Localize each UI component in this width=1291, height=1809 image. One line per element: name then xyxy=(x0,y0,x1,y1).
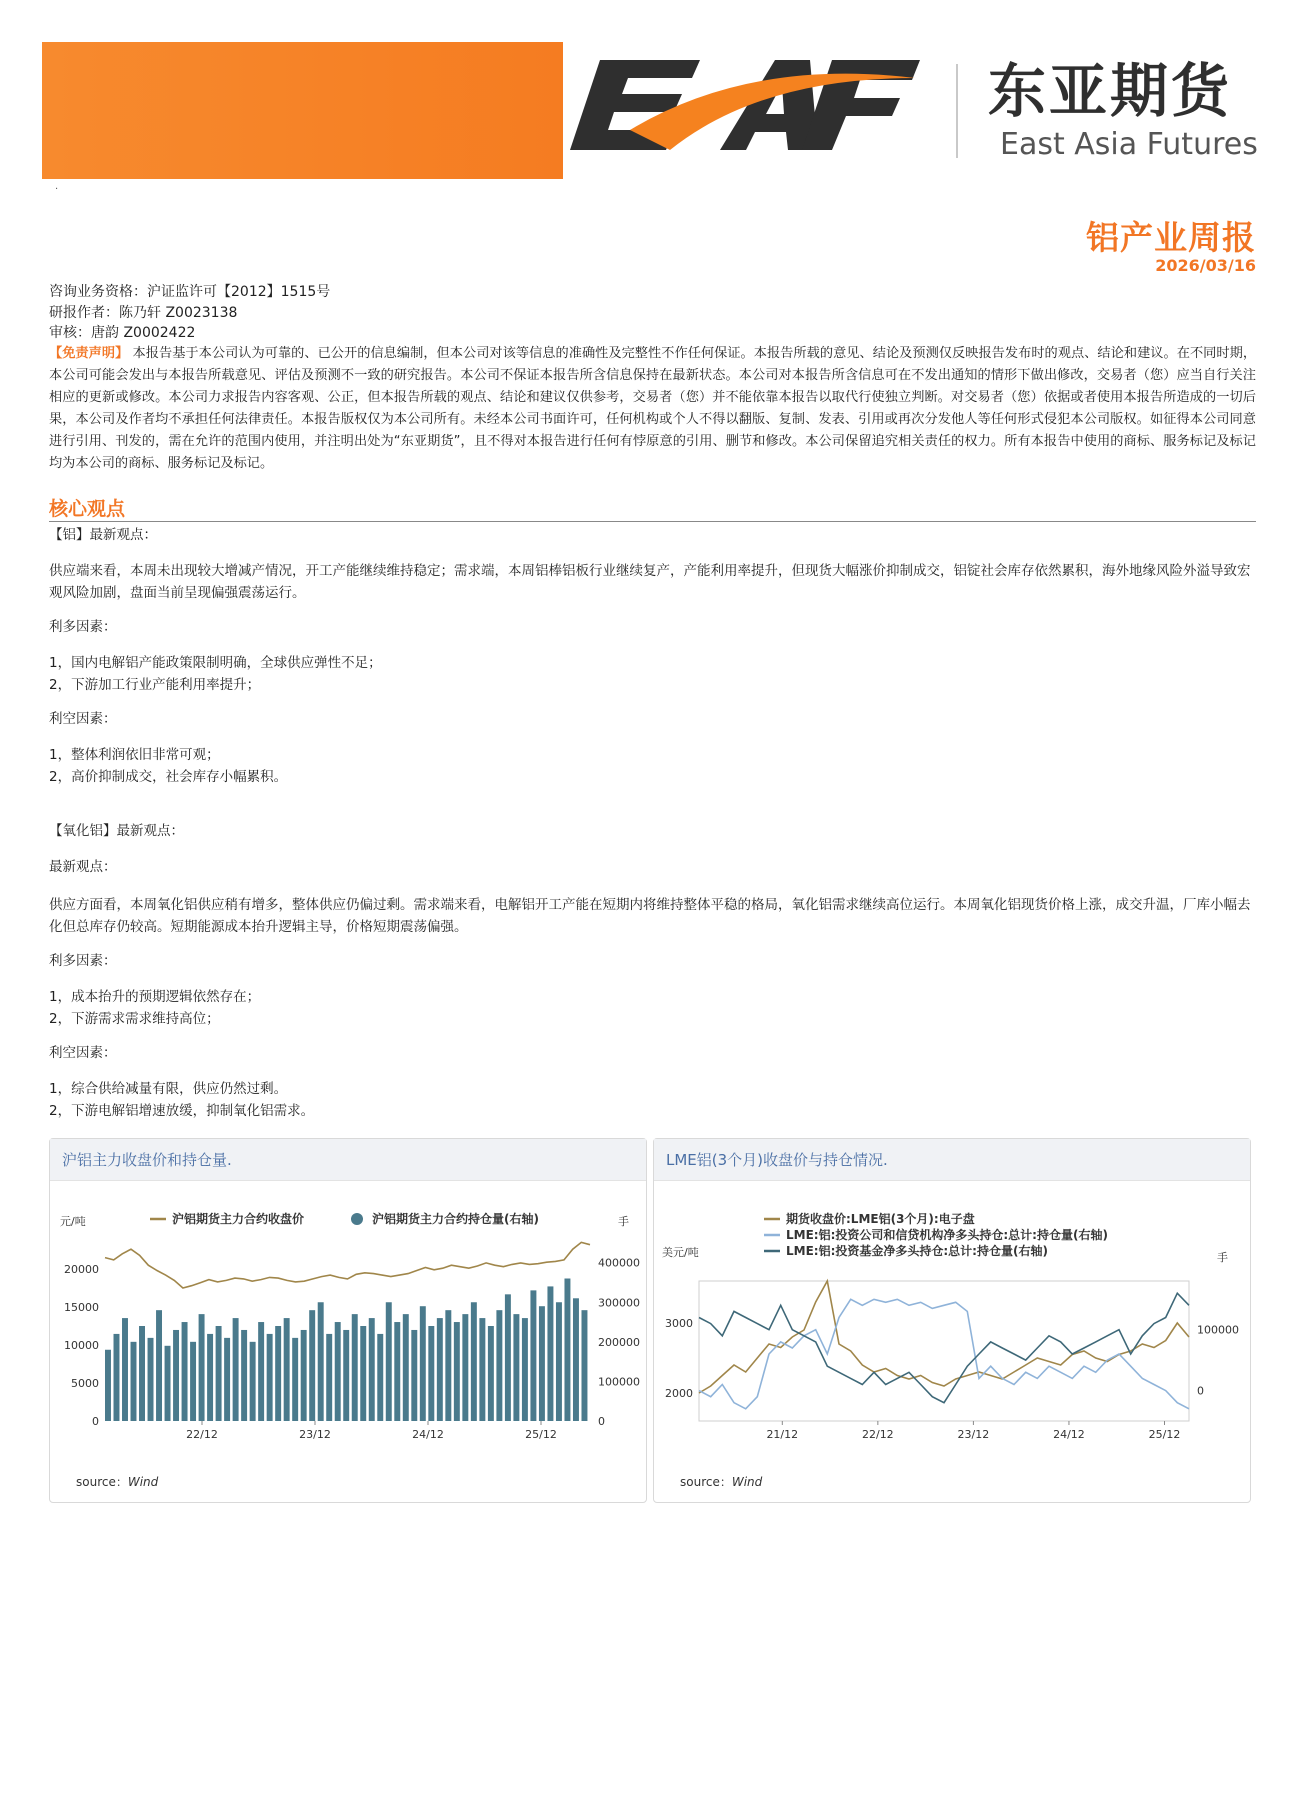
oi-bar xyxy=(369,1318,375,1421)
oi-bar xyxy=(437,1318,443,1421)
lme-price-positions-chart xyxy=(654,1181,1250,1461)
oi-bar xyxy=(530,1290,536,1421)
y-tick-right: 100000 xyxy=(598,1375,640,1389)
x-tick-label: 21/12 xyxy=(766,1428,799,1441)
oi-bar xyxy=(403,1314,409,1421)
license-info: 咨询业务资格：沪证监许可【2012】1515号 xyxy=(49,284,331,300)
y-tick-right: 400000 xyxy=(598,1256,640,1270)
report-title: 铝产业周报 xyxy=(1086,218,1256,257)
legend-entry: 期货收盘价:LME铝(3个月):电子盘 xyxy=(786,1212,975,1226)
oi-bar xyxy=(420,1306,426,1421)
ao-subheading: 最新观点： xyxy=(49,859,117,875)
oi-bar xyxy=(207,1334,213,1421)
oi-bar xyxy=(394,1322,400,1421)
ao-bear-item: 2，下游电解铝增速放缓，抑制氧化铝需求。 xyxy=(49,1103,315,1119)
oi-bar xyxy=(190,1342,196,1421)
x-tick-label: 24/12 xyxy=(412,1428,444,1441)
oi-bar xyxy=(156,1310,162,1421)
y-tick-left: 2000 xyxy=(665,1387,693,1400)
y-tick-left: 15000 xyxy=(64,1301,99,1314)
oi-bar xyxy=(377,1334,383,1421)
oi-bar xyxy=(428,1326,434,1421)
oi-bar xyxy=(122,1318,128,1421)
chart-title: LME铝(3个月)收盘价与持仓情况. xyxy=(654,1139,1250,1181)
x-tick-label: 23/12 xyxy=(299,1428,331,1441)
chart-panel-shfe xyxy=(49,1138,647,1503)
y-tick-right: 0 xyxy=(1197,1384,1204,1398)
source-name: Wind xyxy=(731,1475,763,1489)
al-bull-item: 2，下游加工行业产能利用率提升； xyxy=(49,677,261,693)
report-date: 2026/03/16 xyxy=(1155,256,1256,275)
ao-heading: 【氧化铝】最新观点： xyxy=(49,823,184,839)
ao-bull-item: 1，成本抬升的预期逻辑依然存在； xyxy=(49,989,261,1005)
oi-bar xyxy=(267,1334,273,1421)
oi-bar xyxy=(471,1302,477,1421)
al-heading: 【铝】最新观点： xyxy=(49,527,157,543)
y-tick-right: 300000 xyxy=(598,1296,640,1310)
y-tick-left: 0 xyxy=(92,1415,99,1428)
oi-bar xyxy=(462,1314,468,1421)
x-tick-label: 23/12 xyxy=(957,1428,990,1441)
chart-source xyxy=(76,1473,158,1490)
al-bull-item: 1，国内电解铝产能政策限制明确，全球供应弹性不足； xyxy=(49,655,382,671)
y-axis-label-right: 手 xyxy=(618,1215,629,1228)
eaf-logo-icon xyxy=(570,58,920,168)
section-title-core: 核心观点 xyxy=(49,498,126,520)
oi-bar xyxy=(343,1330,349,1421)
y-axis-label-left: 美元/吨 xyxy=(662,1246,699,1259)
oi-bar xyxy=(352,1314,358,1421)
y-tick-left: 20000 xyxy=(64,1263,99,1276)
y-tick-left: 10000 xyxy=(64,1339,99,1352)
x-tick-label: 25/12 xyxy=(525,1428,557,1441)
oi-bar xyxy=(224,1338,230,1421)
brand-name-en: East Asia Futures xyxy=(1000,127,1258,162)
oi-bar xyxy=(114,1334,120,1421)
al-bear-item: 1，整体利润依旧非常可观； xyxy=(49,747,220,763)
x-tick-label: 25/12 xyxy=(1148,1428,1181,1441)
logo-separator xyxy=(956,64,958,158)
oi-bar xyxy=(173,1330,179,1421)
section-divider xyxy=(49,521,1256,522)
oi-bar xyxy=(522,1318,528,1421)
oi-bar xyxy=(505,1294,511,1421)
oi-bar xyxy=(105,1350,111,1421)
oi-bar xyxy=(513,1314,519,1421)
header-orange-band xyxy=(42,42,563,179)
oi-bar xyxy=(199,1314,205,1421)
oi-bar xyxy=(539,1306,545,1421)
oi-bar xyxy=(479,1318,485,1421)
oi-bar xyxy=(250,1342,256,1421)
legend-entry: 沪铝期货主力合约持仓量(右轴) xyxy=(372,1212,539,1226)
chart-panel-lme xyxy=(653,1138,1251,1503)
source-label: source： xyxy=(680,1475,732,1489)
oi-bar xyxy=(564,1279,570,1422)
ao-view-text: 供应方面看，本周氧化铝供应稍有增多，整体供应仍偏过剩。需求端来看，电解铝开工产能在短期内将维持整体平稳的格局，氧化铝需求继续高位运行。本周氧化铝现货价格上涨，成交升温，厂库小幅去化但总库存仍较高。短期能源成本抬升逻辑主导，价格短期震荡偏强。 xyxy=(49,897,1251,935)
oi-bar xyxy=(445,1310,451,1421)
oi-bar xyxy=(386,1302,392,1421)
series-line xyxy=(699,1281,1189,1393)
oi-bar xyxy=(547,1286,553,1421)
chart-source xyxy=(680,1473,762,1490)
oi-bar xyxy=(581,1310,587,1421)
legend-marker xyxy=(351,1213,363,1225)
ao-bear-heading: 利空因素： xyxy=(49,1045,117,1061)
oi-bar xyxy=(131,1342,137,1421)
al-bear-heading: 利空因素： xyxy=(49,711,117,727)
y-tick-left: 5000 xyxy=(71,1377,99,1390)
y-tick-right: 200000 xyxy=(598,1335,640,1349)
header-dot: · xyxy=(55,184,59,195)
disclaimer-tag: 【免责声明】 xyxy=(49,346,129,361)
oi-bar xyxy=(318,1302,324,1421)
source-name: Wind xyxy=(127,1475,159,1489)
legend-entry: LME:铝:投资公司和信贷机构净多头持仓:总计:持仓量(右轴) xyxy=(786,1228,1108,1242)
legend-entry: LME:铝:投资基金净多头持仓:总计:持仓量(右轴) xyxy=(786,1244,1048,1258)
x-tick-label: 22/12 xyxy=(861,1428,894,1441)
legend-entry: 沪铝期货主力合约收盘价 xyxy=(172,1212,305,1226)
ao-bull-heading: 利多因素： xyxy=(49,953,117,969)
al-view-text: 供应端来看，本周未出现较大增减产情况，开工产能继续维持稳定；需求端，本周铝棒铝板行业继续复产，产能利用率提升，但现货大幅涨价抑制成交，铝锭社会库存依然累积，海外地缘风险外溢导致宏观风险加剧，盘面当前呈现偏强震荡运行。 xyxy=(49,563,1251,601)
author-info: 研报作者：陈乃轩 Z0023138 xyxy=(49,305,238,321)
oi-bar xyxy=(139,1326,145,1421)
oi-bar xyxy=(284,1318,290,1421)
y-tick-right: 0 xyxy=(598,1415,605,1428)
oi-bar xyxy=(165,1346,171,1421)
ao-bull-item: 2，下游需求需求维持高位； xyxy=(49,1011,220,1027)
al-bull-heading: 利多因素： xyxy=(49,619,117,635)
oi-bar xyxy=(573,1298,579,1421)
y-axis-label-right: 手 xyxy=(1217,1251,1228,1264)
oi-bar xyxy=(148,1338,154,1421)
oi-bar xyxy=(258,1322,264,1421)
series-line xyxy=(699,1299,1189,1409)
oi-bar xyxy=(301,1330,307,1421)
oi-bar xyxy=(182,1322,188,1421)
chart-title: 沪铝主力收盘价和持仓量. xyxy=(50,1139,646,1181)
reviewer-info: 审核：唐韵 Z0002422 xyxy=(49,325,196,341)
oi-bar xyxy=(496,1310,502,1421)
series-line xyxy=(105,1242,590,1288)
y-tick-left: 3000 xyxy=(665,1317,693,1330)
disclaimer xyxy=(49,343,1256,475)
oi-bar xyxy=(241,1330,247,1421)
oi-bar xyxy=(216,1326,222,1421)
oi-bar xyxy=(326,1334,332,1421)
y-axis-label-left: 元/吨 xyxy=(60,1215,86,1228)
oi-bar xyxy=(454,1322,460,1421)
al-bear-item: 2，高价抑制成交，社会库存小幅累积。 xyxy=(49,769,288,785)
disclaimer-text: 本报告基于本公司认为可靠的、已公开的信息编制，但本公司对该等信息的准确性及完整性不作任何保证。本报告所载的意见、结论及预测仅反映报告发布时的观点、结论和建议。在不同时期，本公司可能会发出与本报告所载意见、评估及预测不一致的研究报告。本公司不保证本报告所含信息保持在最新状态。本公司对本报告所含信息可在不发出通知的情形下做出修改，交易者（您）应当自行关注相应的更新或修改。本公司力求报告内容客观、公正，但本报告所载的观点、结论和建议仅供参考，交易者（您）并不能依靠本报告以取代行使独立判断。对交易者（您）依据或者使用本报告所造成的一切后果，本公司及作者均不承担任何法律责任。本报告版权仅为本公司所有。未经本公司书面许可，任何机构或个人不得以翻版、复制、发表、引用或再次分发他人等任何形式侵犯本公司版权。如征得本公司同意进行引用、刊发的，需在允许的范围内使用，并注明出处为“东亚期货”，且不得对本报告进行任何有悖原意的引用、删节和修改。本公司保留追究相关责任的权力。所有本报告中使用的商标、服务标记及标记均为本公司的商标、服务标记及标记。 xyxy=(49,346,1257,471)
source-label: source： xyxy=(76,1475,128,1489)
x-tick-label: 24/12 xyxy=(1053,1428,1085,1441)
oi-bar xyxy=(309,1310,315,1421)
ao-bear-item: 1，综合供给减量有限，供应仍然过剩。 xyxy=(49,1081,288,1097)
x-tick-label: 22/12 xyxy=(186,1428,218,1441)
brand-name-cn: 东亚期货 xyxy=(988,57,1233,125)
oi-bar xyxy=(411,1330,417,1421)
shfe-price-oi-chart xyxy=(50,1181,646,1461)
oi-bar xyxy=(275,1326,281,1421)
oi-bar xyxy=(556,1302,562,1421)
y-tick-right: 100000 xyxy=(1197,1323,1239,1337)
oi-bar xyxy=(292,1338,298,1421)
oi-bar xyxy=(488,1326,494,1421)
oi-bar xyxy=(335,1322,341,1421)
oi-bar xyxy=(360,1326,366,1421)
oi-bar xyxy=(233,1318,239,1421)
